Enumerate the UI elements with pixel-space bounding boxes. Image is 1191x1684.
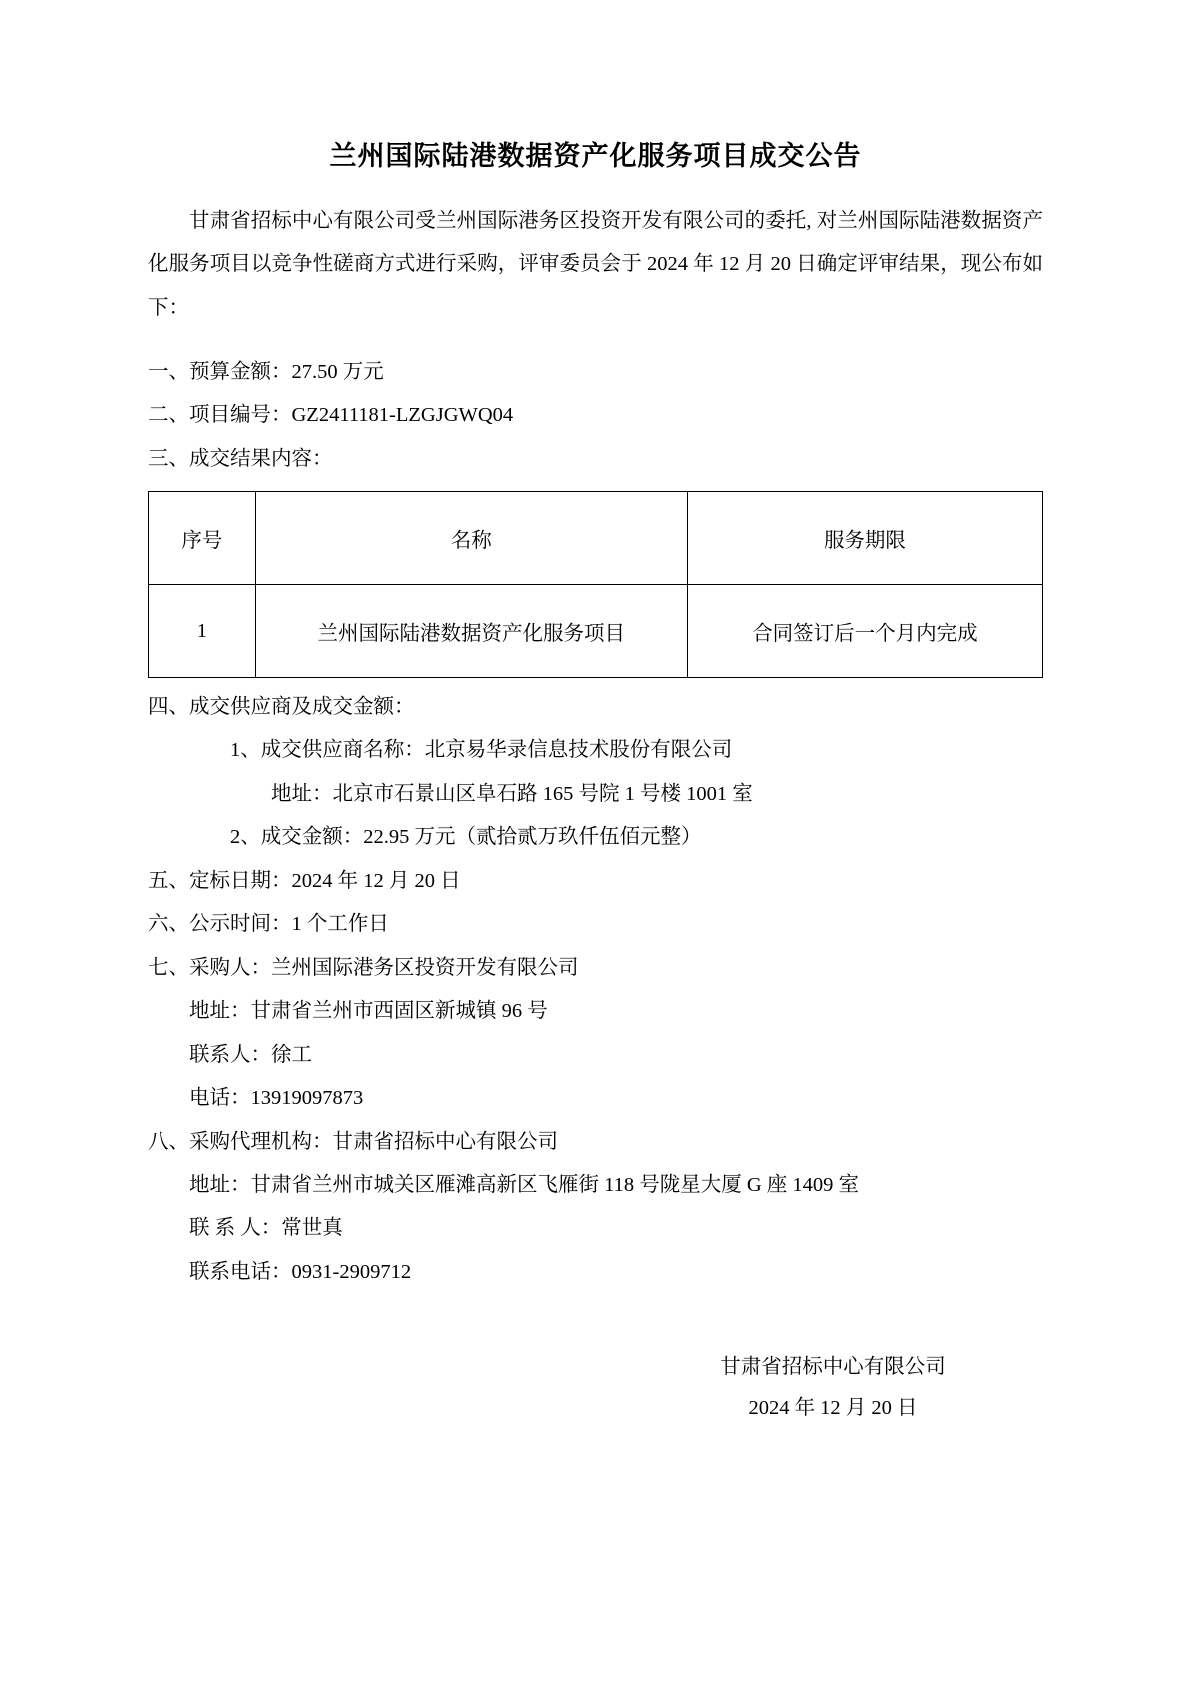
section-purchaser-phone: 电话：13919097873 bbox=[189, 1087, 364, 1110]
section-award-amount: 2、成交金额：22.95 万元（贰拾贰万玖仟伍佰元整） bbox=[230, 826, 702, 849]
table-header-row bbox=[149, 492, 1043, 585]
intro-paragraph: 甘肃省招标中心有限公司受兰州国际港务区投资开发有限公司的委托, 对兰州国际陆港数据资产化服务项目以竞争性磋商方式进行采购，评审委员会于 2024 年 12 月 20 日确定评审结果，现公布如下： bbox=[148, 209, 1043, 319]
cell-term: 合同签订后一个月内完成 bbox=[687, 585, 1042, 678]
section-supplier-name: 1、成交供应商名称：北京易华录信息技术股份有限公司 bbox=[230, 739, 733, 762]
section-purchaser: 七、采购人：兰州国际港务区投资开发有限公司 bbox=[148, 956, 579, 979]
cell-no: 1 bbox=[149, 585, 256, 678]
section-budget: 一、预算金额：27.50 万元 bbox=[148, 360, 384, 383]
table-header-name: 名称 bbox=[255, 492, 687, 585]
section-agency-phone: 联系电话：0931-2909712 bbox=[189, 1260, 412, 1283]
section-agency: 八、采购代理机构：甘肃省招标中心有限公司 bbox=[148, 1130, 558, 1153]
result-table bbox=[148, 491, 1043, 678]
section-project-number: 二、项目编号：GZ2411181-LZGJGWQ04 bbox=[148, 404, 514, 427]
section-purchaser-contact: 联系人：徐工 bbox=[189, 1043, 312, 1066]
cell-name: 兰州国际陆港数据资产化服务项目 bbox=[255, 585, 687, 678]
section-publicity-period: 六、公示时间：1 个工作日 bbox=[148, 913, 389, 936]
table-header-no: 序号 bbox=[149, 492, 256, 585]
section-award-date: 五、定标日期：2024 年 12 月 20 日 bbox=[148, 869, 461, 892]
section-result-heading: 三、成交结果内容： bbox=[148, 447, 333, 470]
table-row bbox=[149, 585, 1043, 678]
signature-org: 甘肃省招标中心有限公司 bbox=[720, 1356, 946, 1378]
section-supplier-heading: 四、成交供应商及成交金额： bbox=[148, 696, 415, 719]
section-purchaser-address: 地址：甘肃省兰州市西固区新城镇 96 号 bbox=[189, 1000, 548, 1023]
table-header-term: 服务期限 bbox=[687, 492, 1042, 585]
section-agency-contact: 联 系 人：常世真 bbox=[189, 1217, 343, 1240]
section-agency-address: 地址：甘肃省兰州市城关区雁滩高新区飞雁街 118 号陇星大厦 G 座 1409 室 bbox=[189, 1174, 860, 1196]
section-supplier-address: 地址：北京市石景山区阜石路 165 号院 1 号楼 1001 室 bbox=[271, 782, 753, 805]
signature-date: 2024 年 12 月 20 日 bbox=[748, 1397, 918, 1419]
page-title: 兰州国际陆港数据资产化服务项目成交公告 bbox=[329, 141, 862, 171]
signature-block bbox=[623, 1347, 1043, 1429]
